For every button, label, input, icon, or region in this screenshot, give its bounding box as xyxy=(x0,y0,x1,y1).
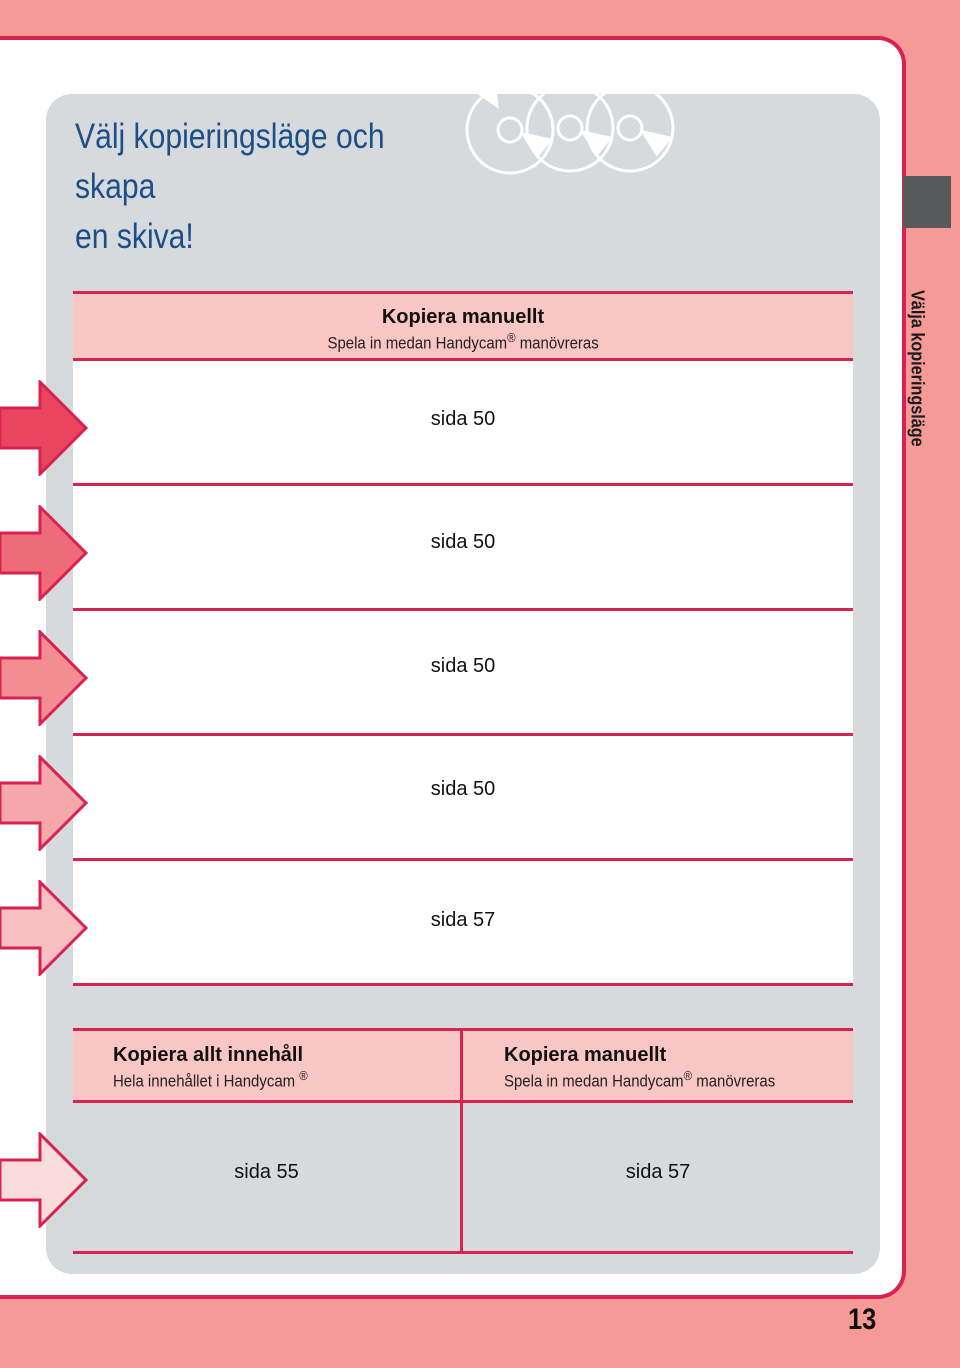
page-reference[interactable]: sida 55 xyxy=(234,1161,299,1183)
disc-icon xyxy=(587,85,673,171)
arrow-right-icon xyxy=(0,882,86,974)
page-title-line-1: Välj kopieringsläge och skapa xyxy=(75,117,385,206)
table-row xyxy=(73,736,853,861)
registered-mark: ® xyxy=(507,330,516,345)
arrow-right-icon xyxy=(0,505,90,601)
top-mode-table xyxy=(73,291,853,986)
top-table-header xyxy=(73,291,853,361)
page-title xyxy=(75,112,453,262)
page-number: 13 xyxy=(848,1303,877,1336)
bottom-right-column xyxy=(463,1031,853,1251)
disc-icon-group xyxy=(455,84,685,184)
bottom-mode-table xyxy=(73,1028,853,1254)
bottom-left-header xyxy=(73,1031,460,1103)
chapter-side-label xyxy=(907,290,927,470)
arrow-right-icon xyxy=(0,757,86,849)
page-reference[interactable]: sida 50 xyxy=(430,778,496,800)
bottom-left-subtitle xyxy=(113,1066,308,1092)
table-row xyxy=(73,611,853,736)
registered-mark: ® xyxy=(683,1068,693,1083)
bottom-right-title: Kopiera manuellt xyxy=(504,1044,667,1066)
top-header-subtitle-text: Spela in medan Handycam xyxy=(327,333,508,353)
page-reference[interactable]: sida 50 xyxy=(430,655,496,677)
table-row xyxy=(73,486,853,611)
arrow-right-icon xyxy=(0,1132,90,1228)
arrow-right-icon xyxy=(0,630,90,726)
bottom-right-subtitle-text: Spela in medan Handycam xyxy=(504,1071,684,1091)
arrow-right-icon xyxy=(0,755,90,851)
page-reference[interactable]: sida 50 xyxy=(430,408,496,430)
page-reference[interactable]: sida 57 xyxy=(430,909,496,931)
table-row xyxy=(73,361,853,486)
arrow-right-icon xyxy=(0,380,90,476)
bottom-right-header xyxy=(463,1031,853,1103)
table-row xyxy=(73,861,853,986)
page-reference[interactable]: sida 57 xyxy=(625,1161,691,1183)
chapter-edge-tab xyxy=(903,176,951,228)
bottom-left-subtitle-text: Hela innehållet i Handycam xyxy=(113,1071,300,1091)
arrow-right-icon xyxy=(0,880,90,976)
bottom-right-subtitle-end: manövreras xyxy=(692,1071,776,1091)
top-header-title: Kopiera manuellt xyxy=(381,306,545,328)
registered-mark: ® xyxy=(299,1068,308,1083)
arrow-right-icon xyxy=(0,1134,86,1226)
page-title-line-2: en skiva! xyxy=(75,217,194,256)
arrow-right-icon xyxy=(0,632,86,724)
top-header-subtitle xyxy=(327,328,598,354)
bottom-left-title: Kopiera allt innehåll xyxy=(113,1044,304,1066)
bottom-left-column xyxy=(73,1031,463,1251)
chapter-side-label-text: Välja kopieringsläge xyxy=(907,290,928,447)
arrow-right-icon xyxy=(0,507,86,599)
arrow-right-icon xyxy=(0,382,86,474)
page-reference[interactable]: sida 50 xyxy=(430,531,496,553)
top-header-subtitle-end: manövreras xyxy=(515,333,599,353)
bottom-right-subtitle xyxy=(504,1066,775,1092)
